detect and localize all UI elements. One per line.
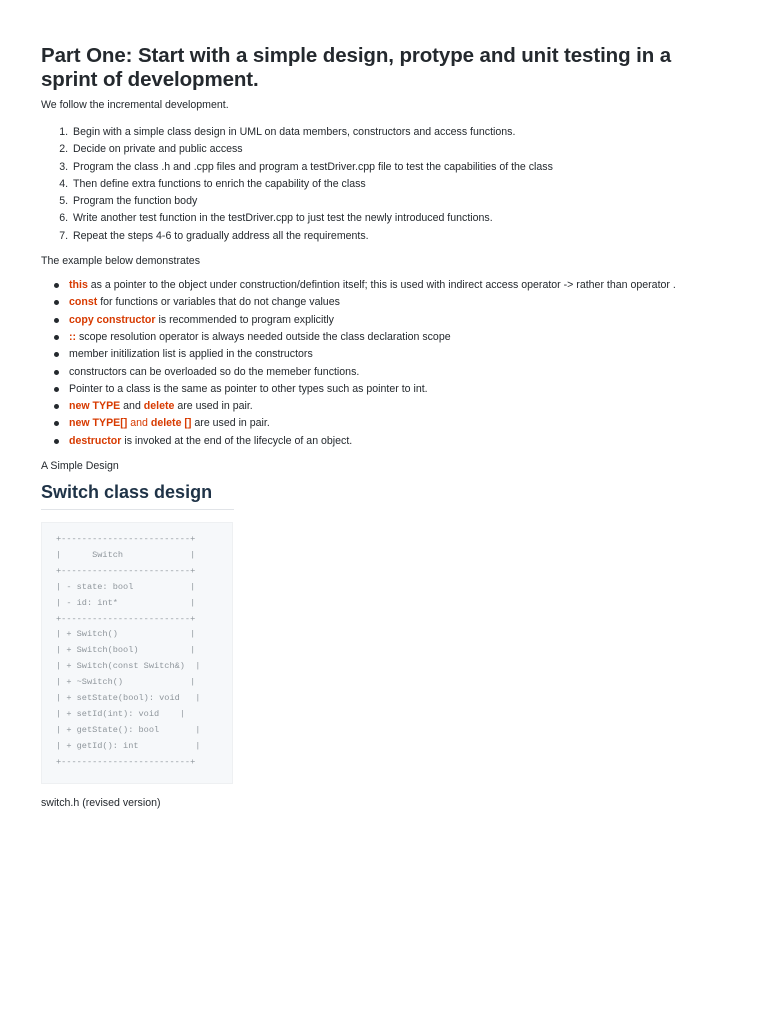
list-item	[69, 312, 731, 329]
list-item: 1. Begin with a simple class design in UML on data members, constructors and access functions.	[71, 124, 731, 141]
uml-line: | + Switch() |	[56, 629, 196, 640]
list-item: 3. Program the class .h and .cpp files and program a testDriver.cpp file to test the capabilities of the class	[71, 159, 731, 176]
keyword: delete	[143, 400, 175, 413]
simple-design-label: A Simple Design	[41, 460, 119, 473]
list-item	[69, 329, 731, 346]
intro-paragraph: We follow the incremental development.	[41, 99, 229, 111]
list-item-text: as a pointer to the object under construction/defintion itself; this is used with indirect access operator -> rather than operator .	[87, 279, 676, 292]
uml-line: | + Switch(bool) |	[56, 645, 196, 656]
list-item: 7. Repeat the steps 4-6 to gradually address all the requirements.	[71, 228, 731, 245]
demo-intro: The example below demonstrates	[41, 255, 200, 268]
list-item	[69, 346, 731, 363]
list-item	[69, 415, 731, 432]
keyword: copy constructor	[69, 313, 156, 326]
list-item-text: is invoked at the end of the lifecycle of an object.	[121, 434, 353, 447]
uml-line: +-------------------------+	[56, 756, 196, 767]
steps-list	[41, 124, 731, 245]
list-item	[69, 381, 731, 398]
uml-line: +-------------------------+	[56, 534, 196, 545]
keyword-connector: and	[127, 417, 151, 430]
list-item-text: is recommended to program explicitly	[155, 313, 334, 326]
list-item-text: are used in pair.	[191, 417, 270, 430]
concept-list	[41, 277, 731, 450]
document-page	[41, 44, 731, 810]
list-item-text: are used in pair.	[174, 400, 253, 413]
keyword: destructor	[69, 434, 122, 447]
uml-line: +-------------------------+	[56, 565, 196, 576]
list-item-text: and	[120, 400, 144, 413]
list-item-text: scope resolution operator is always needed outside the class declaration scope	[76, 330, 451, 343]
uml-line: | + setState(bool): void |	[56, 693, 201, 704]
uml-line: | - state: bool |	[56, 581, 196, 592]
list-item-text: member initilization list is applied in the constructors	[69, 348, 313, 361]
uml-line: | + setId(int): void |	[56, 709, 185, 720]
list-item-text: Pointer to a class is the same as pointer to other types such as pointer to int.	[69, 382, 428, 395]
list-item: 4. Then define extra functions to enrich the capability of the class	[71, 176, 731, 193]
uml-line: | + Switch(const Switch&) |	[56, 661, 201, 672]
uml-line: +-------------------------+	[56, 613, 196, 624]
list-item	[69, 364, 731, 381]
uml-line: | - id: int* |	[56, 597, 196, 608]
list-item: 6. Write another test function in the testDriver.cpp to just test the newly introduced functions.	[71, 210, 731, 227]
uml-line: | + ~Switch() |	[56, 677, 196, 688]
list-item	[69, 433, 731, 450]
keyword: new TYPE	[69, 400, 121, 413]
list-item	[69, 277, 731, 294]
list-item: 2. Decide on private and public access	[71, 141, 731, 158]
keyword: new TYPE[]	[69, 417, 128, 430]
list-item	[69, 294, 731, 311]
design-title: Switch class design	[41, 482, 234, 510]
list-item-text: constructors can be overloaded so do the memeber functions.	[69, 365, 360, 378]
filename-label: switch.h (revised version)	[41, 797, 161, 810]
keyword: ::	[69, 330, 77, 343]
uml-line: | + getState(): bool |	[56, 724, 201, 735]
keyword: this	[69, 279, 88, 292]
list-item: 5. Program the function body	[71, 193, 731, 210]
keyword: const	[69, 296, 98, 309]
uml-line: | + getId(): int |	[56, 740, 201, 751]
uml-line: | Switch |	[56, 549, 196, 560]
keyword: delete []	[150, 417, 192, 430]
list-item	[69, 398, 731, 415]
list-item-text: for functions or variables that do not change values	[97, 296, 340, 309]
uml-diagram	[41, 522, 233, 784]
page-title: Part One: Start with a simple design, protype and unit testing in a sprint of development.	[41, 44, 672, 91]
